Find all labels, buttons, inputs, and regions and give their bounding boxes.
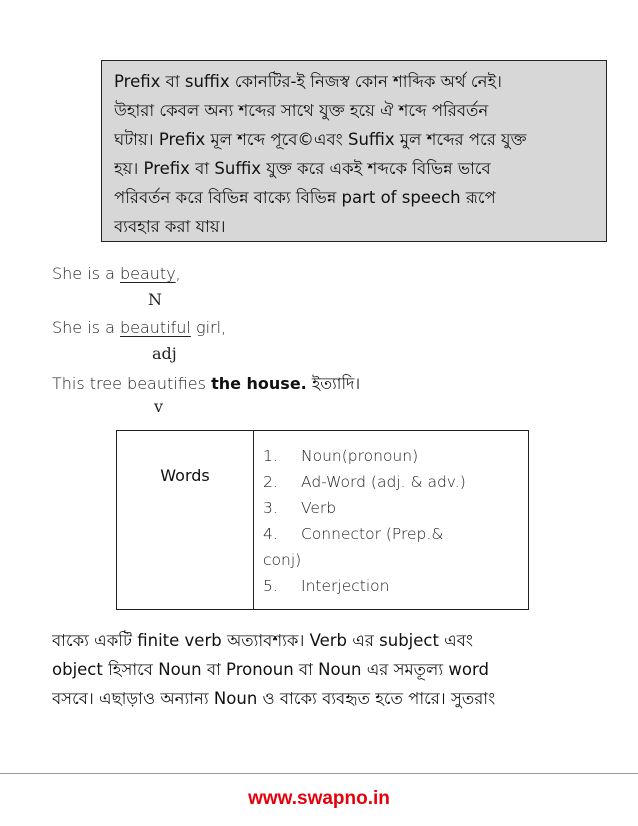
list-item: 5. Interjection	[263, 577, 390, 595]
example-2-before: She is a	[52, 318, 120, 337]
list-item: 2. Ad-Word (adj. & adv.)	[263, 473, 466, 491]
example-sentence-2	[52, 318, 226, 337]
paragraph-line-1: বাক্যে একটি finite verb অত্যাবশ্যক। Verb এর subject এবং	[52, 631, 474, 650]
example-1-underlined-word: beauty	[119, 264, 176, 283]
example-2-underlined-word: beautiful	[119, 318, 191, 337]
list-item: 3. Verb	[263, 499, 337, 517]
list-item-continuation: conj)	[263, 551, 302, 569]
example-sentence-3	[52, 371, 360, 398]
example-sentence-1	[52, 264, 181, 283]
note-line-1: Prefix বা suffix কোনটির-ই নিজস্ব কোন শাব্দিক অর্থ নেই।	[114, 72, 502, 91]
example-3-before: This tree beautifies	[52, 374, 212, 393]
paragraph-line-3: বসবে। এছাড়াও অন্যান্য Noun ও বাক্যে ব্যবহৃত হতে পারে। সুতরাং	[52, 689, 496, 708]
example-3-bold-phrase: the house.	[211, 374, 307, 393]
note-line-3: ঘটায়। Prefix মূল শব্দে পূবে©এবং Suffix মুল শব্দের পরে যুক্ত	[114, 130, 527, 149]
note-line-2: উহারা কেবল অন্য শব্দের সাথে যুক্ত হয়ে ঐ শব্দে পরিবর্তন	[114, 101, 489, 120]
note-line-5: পরিবর্তন করে বিভিন্ন বাক্যে বিভিন্ন part of speech রূপে	[114, 188, 496, 207]
words-table-list	[254, 431, 529, 610]
example-1-pos-label: N	[148, 290, 162, 309]
example-3-pos-label: v	[154, 397, 164, 416]
example-1-before: She is a	[52, 264, 120, 283]
list-item: 1. Noun(pronoun)	[263, 447, 419, 465]
example-2-after: girl,	[190, 318, 227, 337]
note-line-6: ব্যবহার করা যায়।	[114, 217, 226, 236]
example-2-pos-label: adj	[152, 344, 177, 363]
body-paragraph	[52, 626, 622, 713]
note-box	[101, 60, 607, 242]
paragraph-line-2: object হিসাবে Noun বা Pronoun বা Noun এর সমতূল্য word	[52, 660, 489, 679]
footer-divider	[0, 773, 638, 774]
words-table	[116, 430, 529, 610]
footer-website-link[interactable]: www.swapno.in	[248, 788, 390, 809]
example-3-bangla: ইত্যাদি।	[306, 374, 361, 393]
list-item: 4. Connector (Prep.&	[263, 525, 444, 543]
note-line-4: হয়। Prefix বা Suffix যুক্ত করে একই শব্দকে বিভিন্ন ভাবে	[114, 159, 491, 178]
example-1-after: ,	[175, 264, 181, 283]
words-table-label: Words	[117, 431, 254, 610]
